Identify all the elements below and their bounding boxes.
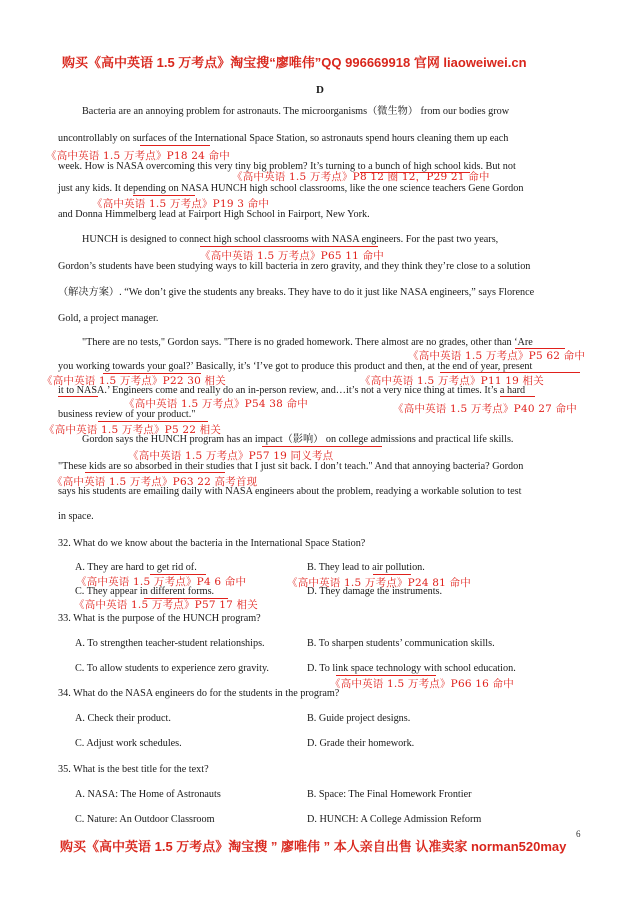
annotation: 《高中英语 1.5 万考点》P19 3 命中 xyxy=(92,198,270,210)
passage-line: just any kids. It depending on NASA HUNCH high school classrooms, like the one science teachers Gene Gordon xyxy=(58,183,524,194)
passage-line: Bacteria are an annoying problem for astronauts. The microorganisms（微生物） from our bodies grow xyxy=(82,106,510,117)
passage-line: Gold, a project manager. xyxy=(58,313,159,324)
annotation: 《高中英语 1.5 万考点》P57 19 同义考点 xyxy=(128,450,334,462)
highlight-underline xyxy=(140,145,210,146)
option: D. To link space technology with school education. xyxy=(307,663,516,674)
annotation: 《高中英语 1.5 万考点》P40 27 命中 xyxy=(393,403,577,415)
header-banner: 购买《高中英语 1.5 万考点》淘宝搜“廖唯伟”QQ 996669918 官网 liaoweiwei.cn xyxy=(62,55,527,70)
annotation: 《高中英语 1.5 万考点》P24 81 命中 xyxy=(287,577,471,589)
annotation: 《高中英语 1.5 万考点》P8 12 圈 12，P29 21 命中 xyxy=(232,171,490,183)
annotation: 《高中英语 1.5 万考点》P66 16 命中 xyxy=(330,678,514,690)
option: C. They appear in different forms. xyxy=(75,586,215,597)
passage-title: D xyxy=(316,84,324,96)
option: B. To sharpen students’ communication skills. xyxy=(307,638,495,649)
highlight-underline xyxy=(500,396,535,397)
annotation: 《高中英语 1.5 万考点》P63 22 高考首现 xyxy=(52,476,258,488)
passage-line: HUNCH is designed to connect high school classrooms with NASA engineers. For the past two years, xyxy=(82,234,499,245)
passage-line: and Donna Himmelberg lead at Fairport High School in Fairport, New York. xyxy=(58,209,370,220)
passage-line: it to NASA.’ Engineers come and really do an in-person review, and…it’s not a very nice thing at times. It’s a hard xyxy=(58,385,526,396)
option: B. Guide project designs. xyxy=(307,713,411,724)
annotation: 《高中英语 1.5 万考点》P18 24 命中 xyxy=(46,150,230,162)
question-stem: 33. What is the purpose of the HUNCH program? xyxy=(58,613,261,624)
highlight-underline xyxy=(85,472,225,473)
highlight-underline xyxy=(200,246,378,247)
passage-line: uncontrollably on surfaces of the International Space Station, so astronauts spend hours cleaning them up each xyxy=(58,133,509,144)
option: D. Grade their homework. xyxy=(307,738,415,749)
annotation: 《高中英语 1.5 万考点》P5 62 命中 xyxy=(408,350,586,362)
question-stem: 32. What do we know about the bacteria in the International Space Station? xyxy=(58,538,366,549)
annotation: 《高中英语 1.5 万考点》P57 17 相关 xyxy=(74,599,258,611)
option: D. HUNCH: A College Admission Reform xyxy=(307,814,482,825)
question-stem: 34. What do the NASA engineers do for the students in the program? xyxy=(58,688,340,699)
option: D. They damage the instruments. xyxy=(307,586,443,597)
option: A. Check their product. xyxy=(75,713,171,724)
option: C. Adjust work schedules. xyxy=(75,738,182,749)
passage-line: you working towards your goal?’ Basically, it’s ‘I’ve got to produce this product and then, at the end of year, present xyxy=(58,361,533,372)
page-number: 6 xyxy=(576,829,581,839)
passage-line: business review of your product." xyxy=(58,409,196,420)
passage-line: week. How is NASA overcoming this very tiny big problem? It’s turning to a bunch of high school kids. But not xyxy=(58,161,516,172)
annotation: 《高中英语 1.5 万考点》P4 6 命中 xyxy=(76,576,247,588)
question-stem: 35. What is the best title for the text? xyxy=(58,764,209,775)
passage-line: says his students are emailing daily with NASA engineers about the problem, readying a workable solution to test xyxy=(58,486,522,497)
passage-line: "These kids are so absorbed in their studies that I just sit back. I don’t teach." And that annoying bacteria? Gordon xyxy=(58,461,524,472)
option: B. They lead to air pollution. xyxy=(307,562,425,573)
option: A. To strengthen teacher-student relationships. xyxy=(75,638,265,649)
footer-banner: 购买《高中英语 1.5 万考点》淘宝搜 ” 廖唯伟 ” 本人亲自出售 认准卖家 norman520may xyxy=(60,839,567,854)
passage-line: Gordon’s students have been studying ways to kill bacteria in zero gravity, and they think they’re close to a solution xyxy=(58,261,531,272)
annotation: 《高中英语 1.5 万考点》P65 11 命中 xyxy=(200,250,384,262)
highlight-underline xyxy=(58,396,98,397)
annotation: 《高中英语 1.5 万考点》P5 22 相关 xyxy=(44,424,222,436)
option: C. Nature: An Outdoor Classroom xyxy=(75,814,215,825)
option: C. To allow students to experience zero gravity. xyxy=(75,663,269,674)
annotation: 《高中英语 1.5 万考点》P54 38 命中 xyxy=(124,398,308,410)
option: B. Space: The Final Homework Frontier xyxy=(307,789,472,800)
passage-line: （解决方案）. “We don’t give the students any breaks. They have to do it just like NASA engineers,” says Florence xyxy=(58,287,535,298)
option: A. They are hard to get rid of. xyxy=(75,562,197,573)
annotation: 《高中英语 1.5 万考点》P11 19 相关 xyxy=(360,375,544,387)
highlight-underline xyxy=(262,446,382,447)
annotation: 《高中英语 1.5 万考点》P22 30 相关 xyxy=(42,375,226,387)
passage-line: "There are no tests," Gordon says. "There is no graded homework. There almost are no grades, other than ‘Are xyxy=(82,337,533,348)
passage-line: in space. xyxy=(58,511,94,522)
option: A. NASA: The Home of Astronauts xyxy=(75,789,221,800)
passage-line: Gordon says the HUNCH program has an impact（影响） on college admissions and practical life skills. xyxy=(82,434,514,445)
